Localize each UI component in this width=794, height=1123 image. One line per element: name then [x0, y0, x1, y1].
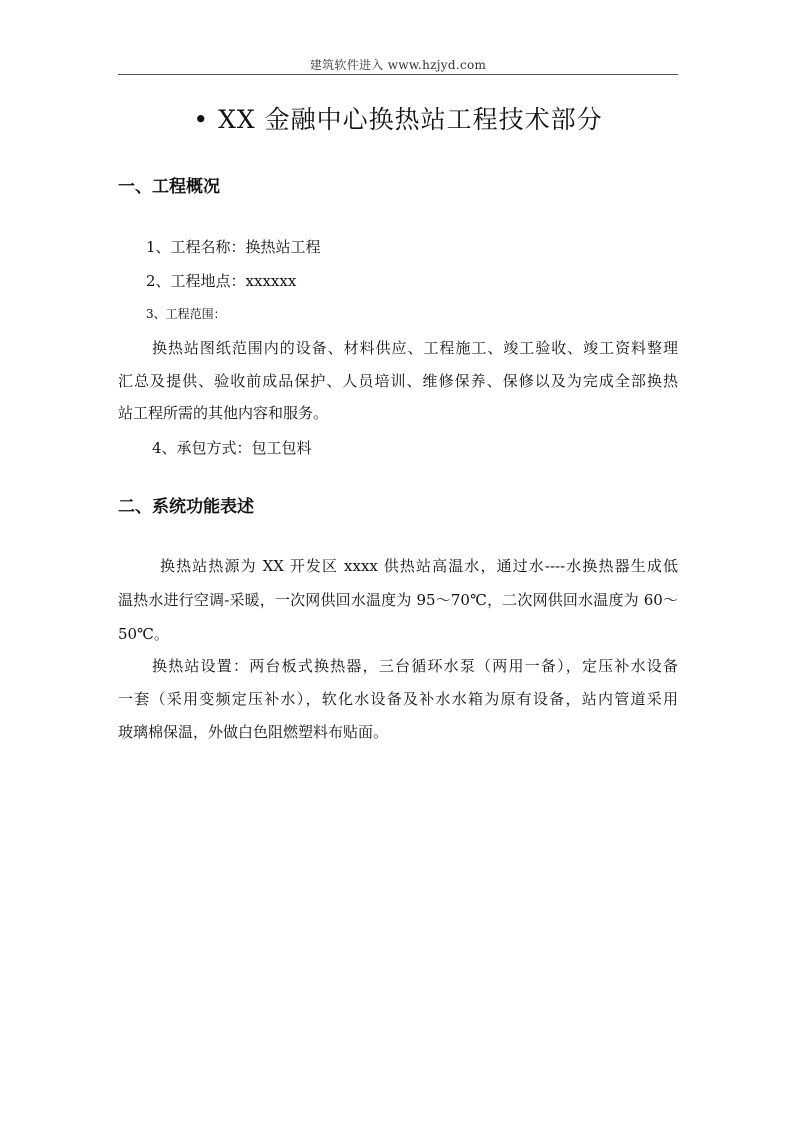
project-scope-label: 3、工程范围： [146, 307, 226, 321]
equipment-paragraph-line: 换热站设置：两台板式换热器，三台循环水泵（两用一备），定压补水设备 [152, 657, 678, 675]
document-title: • XX 金融中心换热站工程技术部分 [193, 105, 603, 134]
equipment-paragraph-line: 一套（采用变频定压补水），软化水设备及补水水箱为原有设备，站内管道采用 [118, 690, 678, 708]
section-heading-overview: 一、工程概况 [118, 177, 220, 197]
scope-paragraph-line: 换热站图纸范围内的设备、材料供应、工程施工、竣工验收、竣工资料整理 [152, 339, 678, 357]
project-location-line: 2、工程地点：xxxxxx [146, 272, 297, 290]
scope-paragraph-line: 站工程所需的其他内容和服务。 [118, 404, 329, 422]
section-heading-system-function: 二、系统功能表述 [118, 497, 254, 517]
contract-mode-line: 4、承包方式：包工包料 [152, 439, 312, 457]
system-paragraph-line: 温热水进行空调-采暖，一次网供回水温度为 95～70℃，二次网供回水温度为 60～ [118, 591, 678, 609]
page-header: 建筑软件进入 www.hzjyd.com [309, 58, 487, 72]
scope-paragraph-line: 汇总及提供、验收前成品保护、人员培训、维修保养、保修以及为完成全部换热 [118, 372, 678, 390]
equipment-paragraph-line: 玻璃棉保温，外做白色阻燃塑料布贴面。 [118, 723, 389, 741]
system-paragraph-line: 50℃。 [118, 625, 169, 643]
project-name-line: 1、工程名称：换热站工程 [146, 238, 321, 256]
system-paragraph-line: 换热站热源为 XX 开发区 xxxx 供热站高温水，通过水----水换热器生成低 [160, 557, 678, 575]
header-divider [118, 74, 678, 75]
